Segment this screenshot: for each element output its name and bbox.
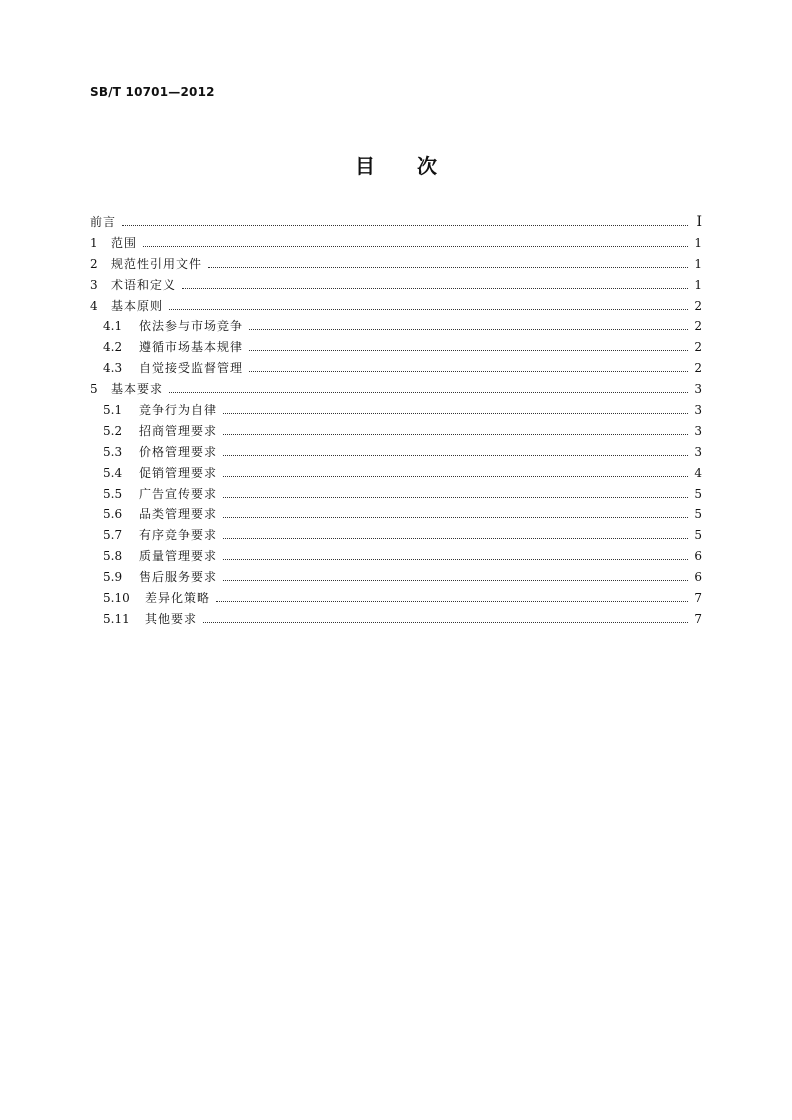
toc-entry-label: 依法参与市场竞争 xyxy=(139,319,244,334)
toc-entry-page: 1 xyxy=(694,235,702,250)
toc-entry-label: 自觉接受监督管理 xyxy=(139,361,244,376)
toc-entry-label: 品类管理要求 xyxy=(139,507,218,522)
dot-leader xyxy=(249,371,688,372)
toc-entry-label: 规范性引用文件 xyxy=(111,256,203,271)
toc-entry-label: 质量管理要求 xyxy=(139,549,218,564)
toc-entry[interactable] xyxy=(90,360,702,376)
toc-entry-number: 5.2 xyxy=(103,423,123,438)
toc-entry-label: 有序竞争要求 xyxy=(139,528,218,543)
toc-entry-label: 范围 xyxy=(111,235,138,250)
toc-entry-page: 7 xyxy=(694,611,702,626)
toc-entry-label: 竞争行为自律 xyxy=(139,403,218,418)
toc-entry-label: 售后服务要求 xyxy=(139,570,218,585)
toc-entry-page: 3 xyxy=(694,444,702,459)
dot-leader xyxy=(223,559,688,560)
toc-entry-page: 2 xyxy=(694,319,702,334)
toc-entry[interactable] xyxy=(90,402,702,418)
toc-entry[interactable] xyxy=(90,423,702,439)
toc-entry-number: 3 xyxy=(90,277,98,292)
toc-entry[interactable] xyxy=(90,486,702,502)
toc-entry[interactable] xyxy=(90,590,702,606)
toc-entry[interactable] xyxy=(90,548,702,564)
toc-entry-label: 差异化策略 xyxy=(145,591,211,606)
toc-entry[interactable] xyxy=(90,318,702,334)
toc-entry-number: 4.3 xyxy=(103,361,123,376)
toc-entry-page: 4 xyxy=(694,465,702,480)
dot-leader xyxy=(122,225,688,226)
toc-title xyxy=(0,150,792,179)
toc-entry-number: 5.10 xyxy=(103,591,130,606)
dot-leader xyxy=(169,309,688,310)
toc-entry[interactable] xyxy=(90,235,702,251)
dot-leader xyxy=(143,246,688,247)
toc-entry[interactable] xyxy=(90,527,702,543)
dot-leader xyxy=(223,413,688,414)
toc-entry-page: 6 xyxy=(694,570,702,585)
toc-entry[interactable] xyxy=(90,569,702,585)
toc-entry-page: I xyxy=(696,214,702,230)
toc-entry-page: 5 xyxy=(694,486,702,501)
toc-entry-label: 基本原则 xyxy=(111,298,164,313)
toc-entry-page: 6 xyxy=(694,549,702,564)
toc-entry[interactable] xyxy=(90,256,702,272)
dot-leader xyxy=(223,580,688,581)
toc-entry[interactable] xyxy=(90,214,702,230)
toc-entry[interactable] xyxy=(90,277,702,293)
dot-leader xyxy=(216,601,688,602)
toc-entry[interactable] xyxy=(90,298,702,314)
toc-entry-number: 5 xyxy=(90,382,98,397)
toc-entry-label: 遵循市场基本规律 xyxy=(139,340,244,355)
toc-entry[interactable] xyxy=(90,381,702,397)
toc-title-right: 次 xyxy=(417,154,437,178)
dot-leader xyxy=(203,622,688,623)
toc-title-left: 目 xyxy=(355,154,375,178)
toc-entry-label: 前言 xyxy=(90,215,117,229)
toc-entry-number: 4.1 xyxy=(103,319,123,334)
toc-entry-label: 广告宣传要求 xyxy=(139,486,218,501)
toc-entry[interactable] xyxy=(90,444,702,460)
toc-entry-number: 5.9 xyxy=(103,570,123,585)
toc-entry[interactable] xyxy=(90,465,702,481)
toc-entry-number: 5.3 xyxy=(103,444,123,459)
toc-entry[interactable] xyxy=(90,611,702,627)
dot-leader xyxy=(182,288,688,289)
dot-leader xyxy=(223,434,688,435)
toc-entry-page: 3 xyxy=(694,382,702,397)
toc-entry-page: 1 xyxy=(694,256,702,271)
toc-entry[interactable] xyxy=(90,506,702,522)
toc-entry-label: 促销管理要求 xyxy=(139,465,218,480)
toc-entry-number: 1 xyxy=(90,235,98,250)
dot-leader xyxy=(169,392,688,393)
toc-entry-number: 2 xyxy=(90,256,98,271)
toc-entry-number: 5.8 xyxy=(103,549,123,564)
toc-entry-number: 5.7 xyxy=(103,528,123,543)
dot-leader xyxy=(249,329,688,330)
toc-entry-page: 5 xyxy=(694,507,702,522)
toc-entry-number: 5.5 xyxy=(103,486,123,501)
toc-entry-page: 2 xyxy=(694,340,702,355)
toc-entry-number: 5.11 xyxy=(103,611,130,626)
dot-leader xyxy=(208,267,688,268)
toc-entry-page: 3 xyxy=(694,403,702,418)
dot-leader xyxy=(223,476,688,477)
dot-leader xyxy=(223,497,688,498)
toc-entry-page: 5 xyxy=(694,528,702,543)
dot-leader xyxy=(223,538,688,539)
table-of-contents xyxy=(90,214,702,632)
toc-entry-page: 3 xyxy=(694,423,702,438)
toc-entry-number: 5.4 xyxy=(103,465,123,480)
toc-entry-page: 2 xyxy=(694,361,702,376)
dot-leader xyxy=(249,350,688,351)
toc-entry[interactable] xyxy=(90,339,702,355)
toc-entry-label: 基本要求 xyxy=(111,382,164,397)
toc-entry-label: 价格管理要求 xyxy=(139,444,218,459)
toc-entry-number: 4 xyxy=(90,298,98,313)
toc-entry-number: 5.1 xyxy=(103,403,123,418)
toc-entry-page: 2 xyxy=(694,298,702,313)
dot-leader xyxy=(223,455,688,456)
toc-entry-label: 招商管理要求 xyxy=(139,423,218,438)
standard-code: SB/T 10701—2012 xyxy=(90,85,215,99)
toc-entry-label: 术语和定义 xyxy=(111,277,177,292)
toc-entry-label: 其他要求 xyxy=(145,611,198,626)
toc-entry-page: 1 xyxy=(694,277,702,292)
dot-leader xyxy=(223,517,688,518)
toc-entry-number: 5.6 xyxy=(103,507,123,522)
toc-entry-number: 4.2 xyxy=(103,340,123,355)
toc-entry-page: 7 xyxy=(694,591,702,606)
